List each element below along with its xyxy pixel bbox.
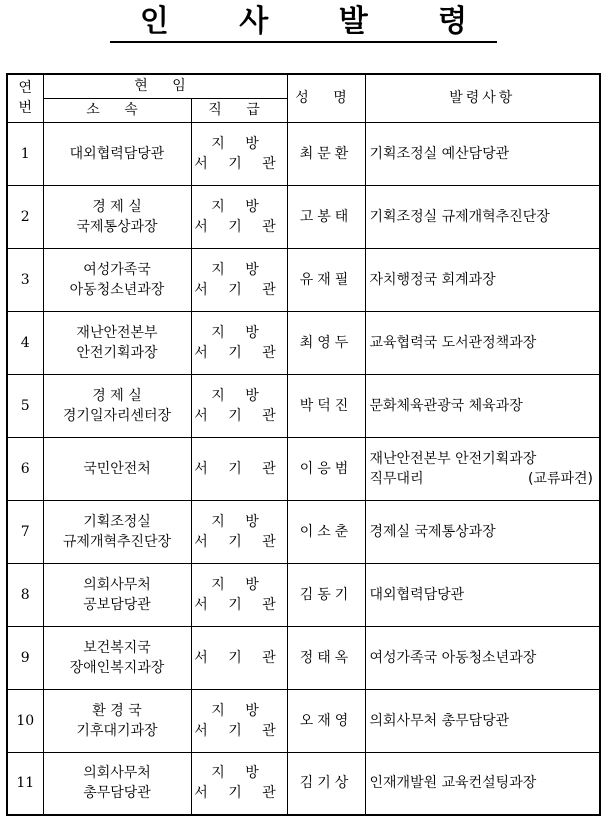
person-name: 김동기 <box>287 563 365 626</box>
current-rank-line: 서 기 관 <box>194 596 284 613</box>
current-dept-line: 장애인복지과장 <box>69 659 165 676</box>
row-number: 4 <box>7 311 43 374</box>
appointment <box>365 563 600 626</box>
appointment-line: 기획조정실 예산담당관 <box>369 145 510 162</box>
appointment <box>365 500 600 563</box>
current-rank <box>191 500 287 563</box>
current-rank-line: 서 기 관 <box>194 407 284 424</box>
current-rank <box>191 437 287 500</box>
current-dept-line: 기후대기과장 <box>76 722 158 739</box>
current-rank-line: 지 방 <box>211 765 267 782</box>
current-rank <box>191 374 287 437</box>
current-dept <box>43 311 191 374</box>
current-dept-line: 재난안전본부 <box>76 324 158 341</box>
current-dept-line: 경 제 실 <box>92 387 142 404</box>
table-row <box>7 752 600 815</box>
appointment <box>365 437 600 500</box>
current-dept-line: 경 제 실 <box>92 198 142 215</box>
current-dept <box>43 374 191 437</box>
table-row <box>7 437 600 500</box>
current-rank-line: 서 기 관 <box>194 344 284 361</box>
current-dept <box>43 437 191 500</box>
current-dept-line: 국민안전처 <box>83 460 151 477</box>
appointment <box>365 122 600 185</box>
appointment-line: 기획조정실 규제개혁추진단장 <box>369 208 550 225</box>
row-number: 3 <box>7 248 43 311</box>
row-number: 7 <box>7 500 43 563</box>
current-dept <box>43 185 191 248</box>
table-row <box>7 122 600 185</box>
person-name: 최영두 <box>287 311 365 374</box>
appointment <box>365 689 600 752</box>
appointment-text: 직무대리 <box>369 470 424 487</box>
header-rank: 직 급 <box>191 98 287 122</box>
table-row <box>7 500 600 563</box>
table-row <box>7 626 600 689</box>
current-dept <box>43 563 191 626</box>
person-name: 이소춘 <box>287 500 365 563</box>
current-dept <box>43 689 191 752</box>
person-name: 김기상 <box>287 752 365 815</box>
current-rank <box>191 122 287 185</box>
current-dept-line: 공보담당관 <box>83 596 151 613</box>
header-current: 현 임 <box>43 74 287 98</box>
person-name: 오재영 <box>287 689 365 752</box>
table-row <box>7 374 600 437</box>
document-title: 인 사 발 령 <box>110 4 497 43</box>
row-number: 6 <box>7 437 43 500</box>
header-no-line1: 연 <box>18 80 33 97</box>
appointment <box>365 752 600 815</box>
table-row <box>7 248 600 311</box>
header-no <box>7 74 43 122</box>
appointment <box>365 626 600 689</box>
current-dept-line: 총무담당관 <box>83 785 151 802</box>
current-rank-line: 서 기 관 <box>194 460 284 477</box>
person-name: 정태옥 <box>287 626 365 689</box>
row-number: 8 <box>7 563 43 626</box>
appointment-line: 문화체육관광국 체육과장 <box>369 397 523 414</box>
appointment-line: 교육협력국 도서관정책과장 <box>369 334 537 351</box>
appointment-line: 여성가족국 아동청소년과장 <box>369 649 537 666</box>
table-row <box>7 689 600 752</box>
current-rank <box>191 689 287 752</box>
appointment-line: 자치행정국 회계과장 <box>369 271 496 288</box>
current-dept-line: 아동청소년과장 <box>69 281 165 298</box>
row-number: 5 <box>7 374 43 437</box>
header-name: 성 명 <box>287 74 365 122</box>
current-rank-line: 지 방 <box>211 135 267 152</box>
row-number: 1 <box>7 122 43 185</box>
current-rank-line: 지 방 <box>211 387 267 404</box>
person-name: 이응범 <box>287 437 365 500</box>
appointment-line: 재난안전본부 안전기획과장 <box>369 450 537 467</box>
appointment <box>365 311 600 374</box>
current-dept-line: 대외협력담당관 <box>69 145 165 162</box>
current-rank-line: 지 방 <box>211 198 267 215</box>
current-rank <box>191 185 287 248</box>
current-rank-line: 지 방 <box>211 261 267 278</box>
current-rank <box>191 626 287 689</box>
appointment-line: 경제실 국제통상과장 <box>369 523 496 540</box>
title-container <box>0 4 607 43</box>
current-dept <box>43 122 191 185</box>
table-row <box>7 185 600 248</box>
current-dept-line: 국제통상과장 <box>76 218 158 235</box>
current-dept <box>43 500 191 563</box>
current-dept <box>43 248 191 311</box>
header-no-line2: 번 <box>18 100 33 117</box>
current-rank-line: 지 방 <box>211 513 267 530</box>
row-number: 9 <box>7 626 43 689</box>
row-number: 2 <box>7 185 43 248</box>
appointment-line: 인재개발원 교육컨설팅과장 <box>369 775 537 792</box>
appointment-note: (교류파견) <box>527 470 593 487</box>
header-dept: 소 속 <box>43 98 191 122</box>
current-rank-line: 서 기 관 <box>194 649 284 666</box>
row-number: 10 <box>7 689 43 752</box>
current-dept <box>43 626 191 689</box>
current-rank-line: 서 기 관 <box>194 218 284 235</box>
current-rank-line: 서 기 관 <box>194 722 284 739</box>
appointment-line: 의회사무처 총무담당관 <box>369 712 510 729</box>
row-number: 11 <box>7 752 43 815</box>
appointment <box>365 374 600 437</box>
appointment <box>365 185 600 248</box>
header-appointment: 발령사항 <box>365 74 600 122</box>
current-rank <box>191 752 287 815</box>
current-rank <box>191 311 287 374</box>
current-rank-line: 지 방 <box>211 702 267 719</box>
current-rank <box>191 248 287 311</box>
current-dept-line: 환 경 국 <box>92 702 142 719</box>
appointment <box>365 248 600 311</box>
current-dept-line: 여성가족국 <box>83 261 151 278</box>
current-dept-line: 의회사무처 <box>83 576 151 593</box>
table-row <box>7 311 600 374</box>
person-name: 고봉태 <box>287 185 365 248</box>
current-dept-line: 의회사무처 <box>83 765 151 782</box>
current-dept <box>43 752 191 815</box>
person-name: 유재필 <box>287 248 365 311</box>
person-name: 박덕진 <box>287 374 365 437</box>
table-row <box>7 563 600 626</box>
current-rank <box>191 563 287 626</box>
table-body <box>7 122 600 815</box>
current-dept-line: 안전기획과장 <box>76 344 158 361</box>
current-rank-line: 지 방 <box>211 324 267 341</box>
appointment-line: 대외협력담당관 <box>369 586 465 603</box>
current-rank-line: 서 기 관 <box>194 155 284 172</box>
current-dept-line: 경기일자리센터장 <box>62 407 172 424</box>
current-dept-line: 기획조정실 <box>83 513 151 530</box>
current-rank-line: 지 방 <box>211 576 267 593</box>
current-rank-line: 서 기 관 <box>194 533 284 550</box>
current-dept-line: 보건복지국 <box>83 639 151 656</box>
current-dept-line: 규제개혁추진단장 <box>62 533 172 550</box>
person-name: 최문환 <box>287 122 365 185</box>
current-rank-line: 서 기 관 <box>194 785 284 802</box>
appointment-line <box>370 469 600 489</box>
personnel-table <box>6 73 601 816</box>
current-rank-line: 서 기 관 <box>194 281 284 298</box>
